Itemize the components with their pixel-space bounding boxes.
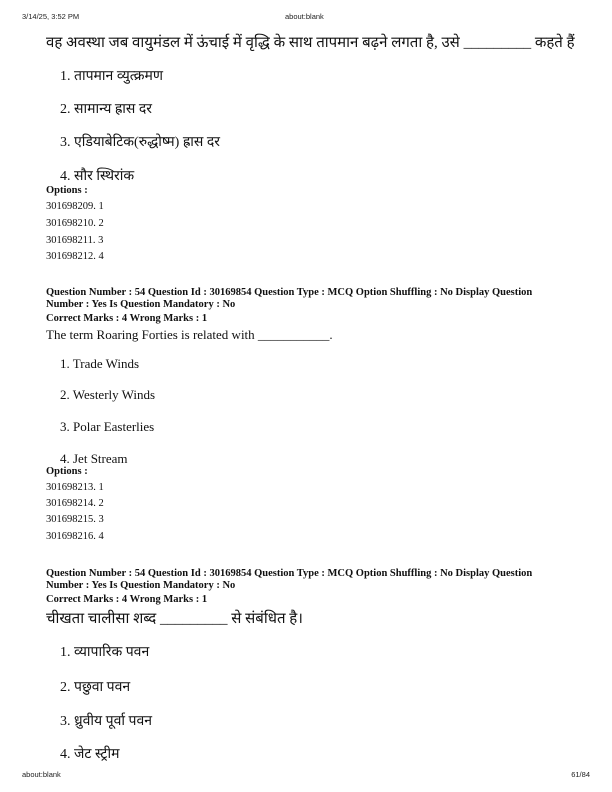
options-heading: Options : xyxy=(46,185,88,196)
question-meta-cont: Number : Yes Is Question Mandatory : No xyxy=(46,299,236,310)
question-text: चीखता चालीसा शब्द _________ से संबंधित है। xyxy=(46,611,303,627)
option-code: 301698216. 4 xyxy=(46,531,104,542)
option-2: 2. सामान्य ह्रास दर xyxy=(60,102,153,117)
options-heading: Options : xyxy=(46,466,88,477)
option-1: 1. तापमान व्युत्क्रमण xyxy=(60,69,164,84)
option-code: 301698215. 3 xyxy=(46,514,104,525)
marks-info: Correct Marks : 4 Wrong Marks : 1 xyxy=(46,594,208,605)
option-code: 301698212. 4 xyxy=(46,251,104,262)
question-text: वह अवस्था जब वायुमंडल में ऊंचाई में वृद्धि के साथ तापमान बढ़ने लगता है, उसे _________ कहते हैं xyxy=(46,35,575,51)
footer-url: about:blank xyxy=(22,770,61,779)
print-datetime: 3/14/25, 3:52 PM xyxy=(22,12,80,21)
option-code: 301698210. 2 xyxy=(46,218,104,229)
page-title: about:blank xyxy=(285,12,324,21)
option-4: 4. जेट स्ट्रीम xyxy=(60,747,120,762)
question-meta: Question Number : 54 Question Id : 30169854 Question Type : MCQ Option Shuffling : No Display Question xyxy=(46,568,533,579)
option-2: 2. पछुवा पवन xyxy=(60,680,131,695)
question-text: The term Roaring Forties is related with ___________. xyxy=(46,327,333,342)
option-4: 4. सौर स्थिरांक xyxy=(60,169,135,184)
question-meta-cont: Number : Yes Is Question Mandatory : No xyxy=(46,580,236,591)
option-1: 1. व्यापारिक पवन xyxy=(60,645,150,660)
option-1: 1. Trade Winds xyxy=(60,356,140,371)
option-3: 3. ध्रुवीय पूर्वा पवन xyxy=(60,714,153,729)
marks-info: Correct Marks : 4 Wrong Marks : 1 xyxy=(46,313,208,324)
option-code: 301698213. 1 xyxy=(46,482,104,493)
option-code: 301698211. 3 xyxy=(46,235,104,246)
question-meta: Question Number : 54 Question Id : 30169854 Question Type : MCQ Option Shuffling : No Display Question xyxy=(46,287,533,298)
option-code: 301698214. 2 xyxy=(46,498,104,509)
option-code: 301698209. 1 xyxy=(46,201,104,212)
page-number: 61/84 xyxy=(571,770,590,779)
option-3: 3. एडियाबेटिक(रुद्धोष्म) ह्रास दर xyxy=(60,135,221,150)
option-3: 3. Polar Easterlies xyxy=(60,419,155,434)
option-2: 2. Westerly Winds xyxy=(60,387,156,402)
option-4: 4. Jet Stream xyxy=(60,451,128,466)
